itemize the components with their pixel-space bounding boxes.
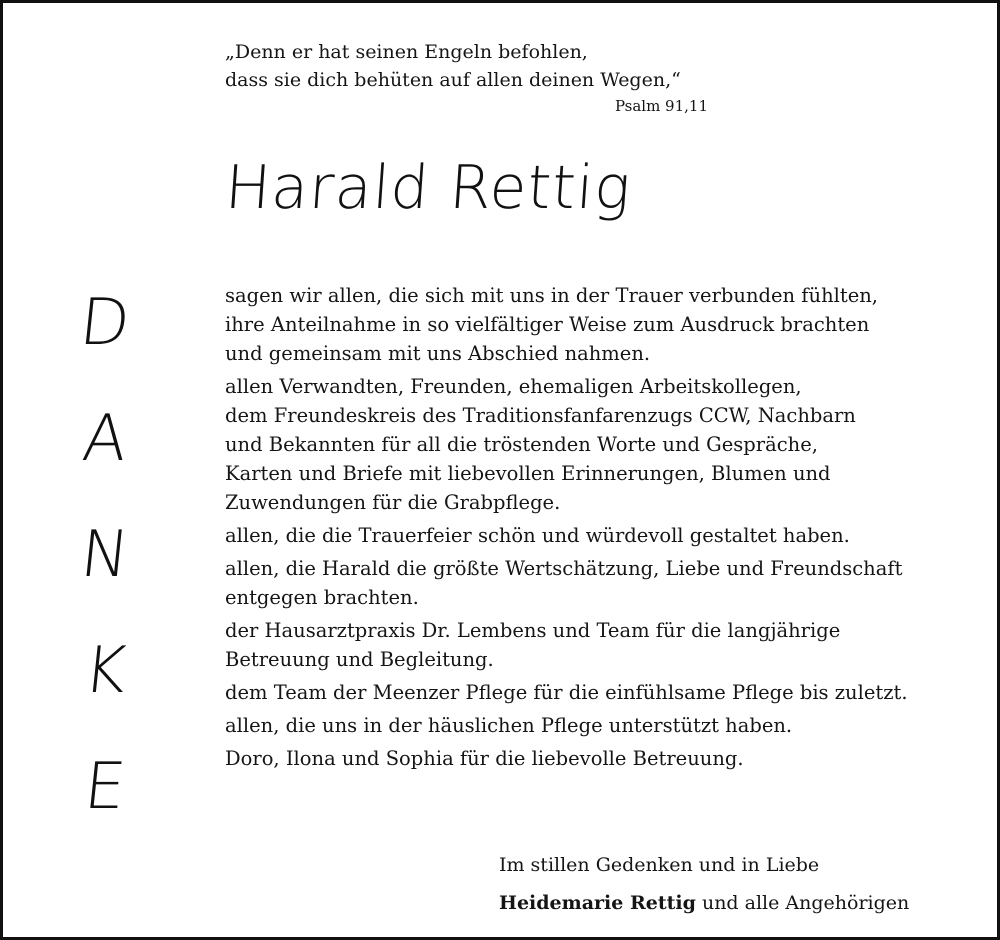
thanks-paragraph [225, 616, 985, 674]
bible-quote [225, 38, 681, 94]
thanks-paragraph [225, 678, 985, 707]
danke-letter: E [80, 750, 129, 824]
text-line: Betreuung und Begleitung. [225, 648, 494, 671]
danke-letter: A [79, 402, 131, 476]
text-line: ihre Anteilnahme in so vielfältiger Weise zum Ausdruck brachten [225, 313, 870, 336]
text-line: sagen wir allen, die sich mit uns in der Trauer verbunden fühlten, [225, 284, 878, 307]
signer-suffix: und alle Angehörigen [695, 892, 910, 914]
text-line: allen, die uns in der häuslichen Pflege unterstützt haben. [225, 714, 793, 737]
danke-letter: N [77, 518, 133, 592]
thanks-paragraph [225, 711, 985, 740]
text-line: Doro, Ilona und Sophia für die liebevolle Betreuung. [225, 747, 744, 770]
closing-signature [499, 846, 909, 922]
closing-line: Im stillen Gedenken und in Liebe [499, 854, 820, 876]
text-line: dem Team der Meenzer Pflege für die einfühlsame Pflege bis zuletzt. [225, 681, 908, 704]
thanks-paragraph [225, 744, 985, 773]
text-line: der Hausarztpraxis Dr. Lembens und Team für die langjährige [225, 619, 841, 642]
text-line: allen, die die Trauerfeier schön und würdevoll gestaltet haben. [225, 524, 850, 547]
thanks-paragraph [225, 521, 985, 550]
danke-vertical-word [63, 283, 143, 863]
deceased-name: Harald Rettig [223, 153, 634, 223]
text-line: entgegen brachten. [225, 586, 419, 609]
thanks-text [225, 281, 985, 777]
signer-line [499, 884, 909, 922]
text-line: und Bekannten für all die tröstenden Worte und Gespräche, [225, 433, 818, 456]
text-line: allen, die Harald die größte Wertschätzung, Liebe und Freundschaft [225, 557, 903, 580]
text-line: und gemeinsam mit uns Abschied nahmen. [225, 342, 651, 365]
text-line: Zuwendungen für die Grabpflege. [225, 491, 561, 514]
danke-letter: D [76, 286, 134, 360]
quote-line: „Denn er hat seinen Engeln befohlen, [225, 41, 588, 63]
thanks-paragraph [225, 281, 985, 368]
thanks-paragraph [225, 372, 985, 517]
text-line: Karten und Briefe mit liebevollen Erinnerungen, Blumen und [225, 462, 831, 485]
text-line: dem Freundeskreis des Traditionsfanfarenzugs CCW, Nachbarn [225, 404, 856, 427]
signer-name: Heidemarie Rettig [499, 892, 696, 914]
text-line: allen Verwandten, Freunden, ehemaligen Arbeitskollegen, [225, 375, 802, 398]
thanks-paragraph [225, 554, 985, 612]
danke-letter: K [80, 634, 130, 708]
quote-source: Psalm 91,11 [614, 97, 708, 115]
quote-line: dass sie dich behüten auf allen deinen Wegen,“ [225, 69, 681, 91]
